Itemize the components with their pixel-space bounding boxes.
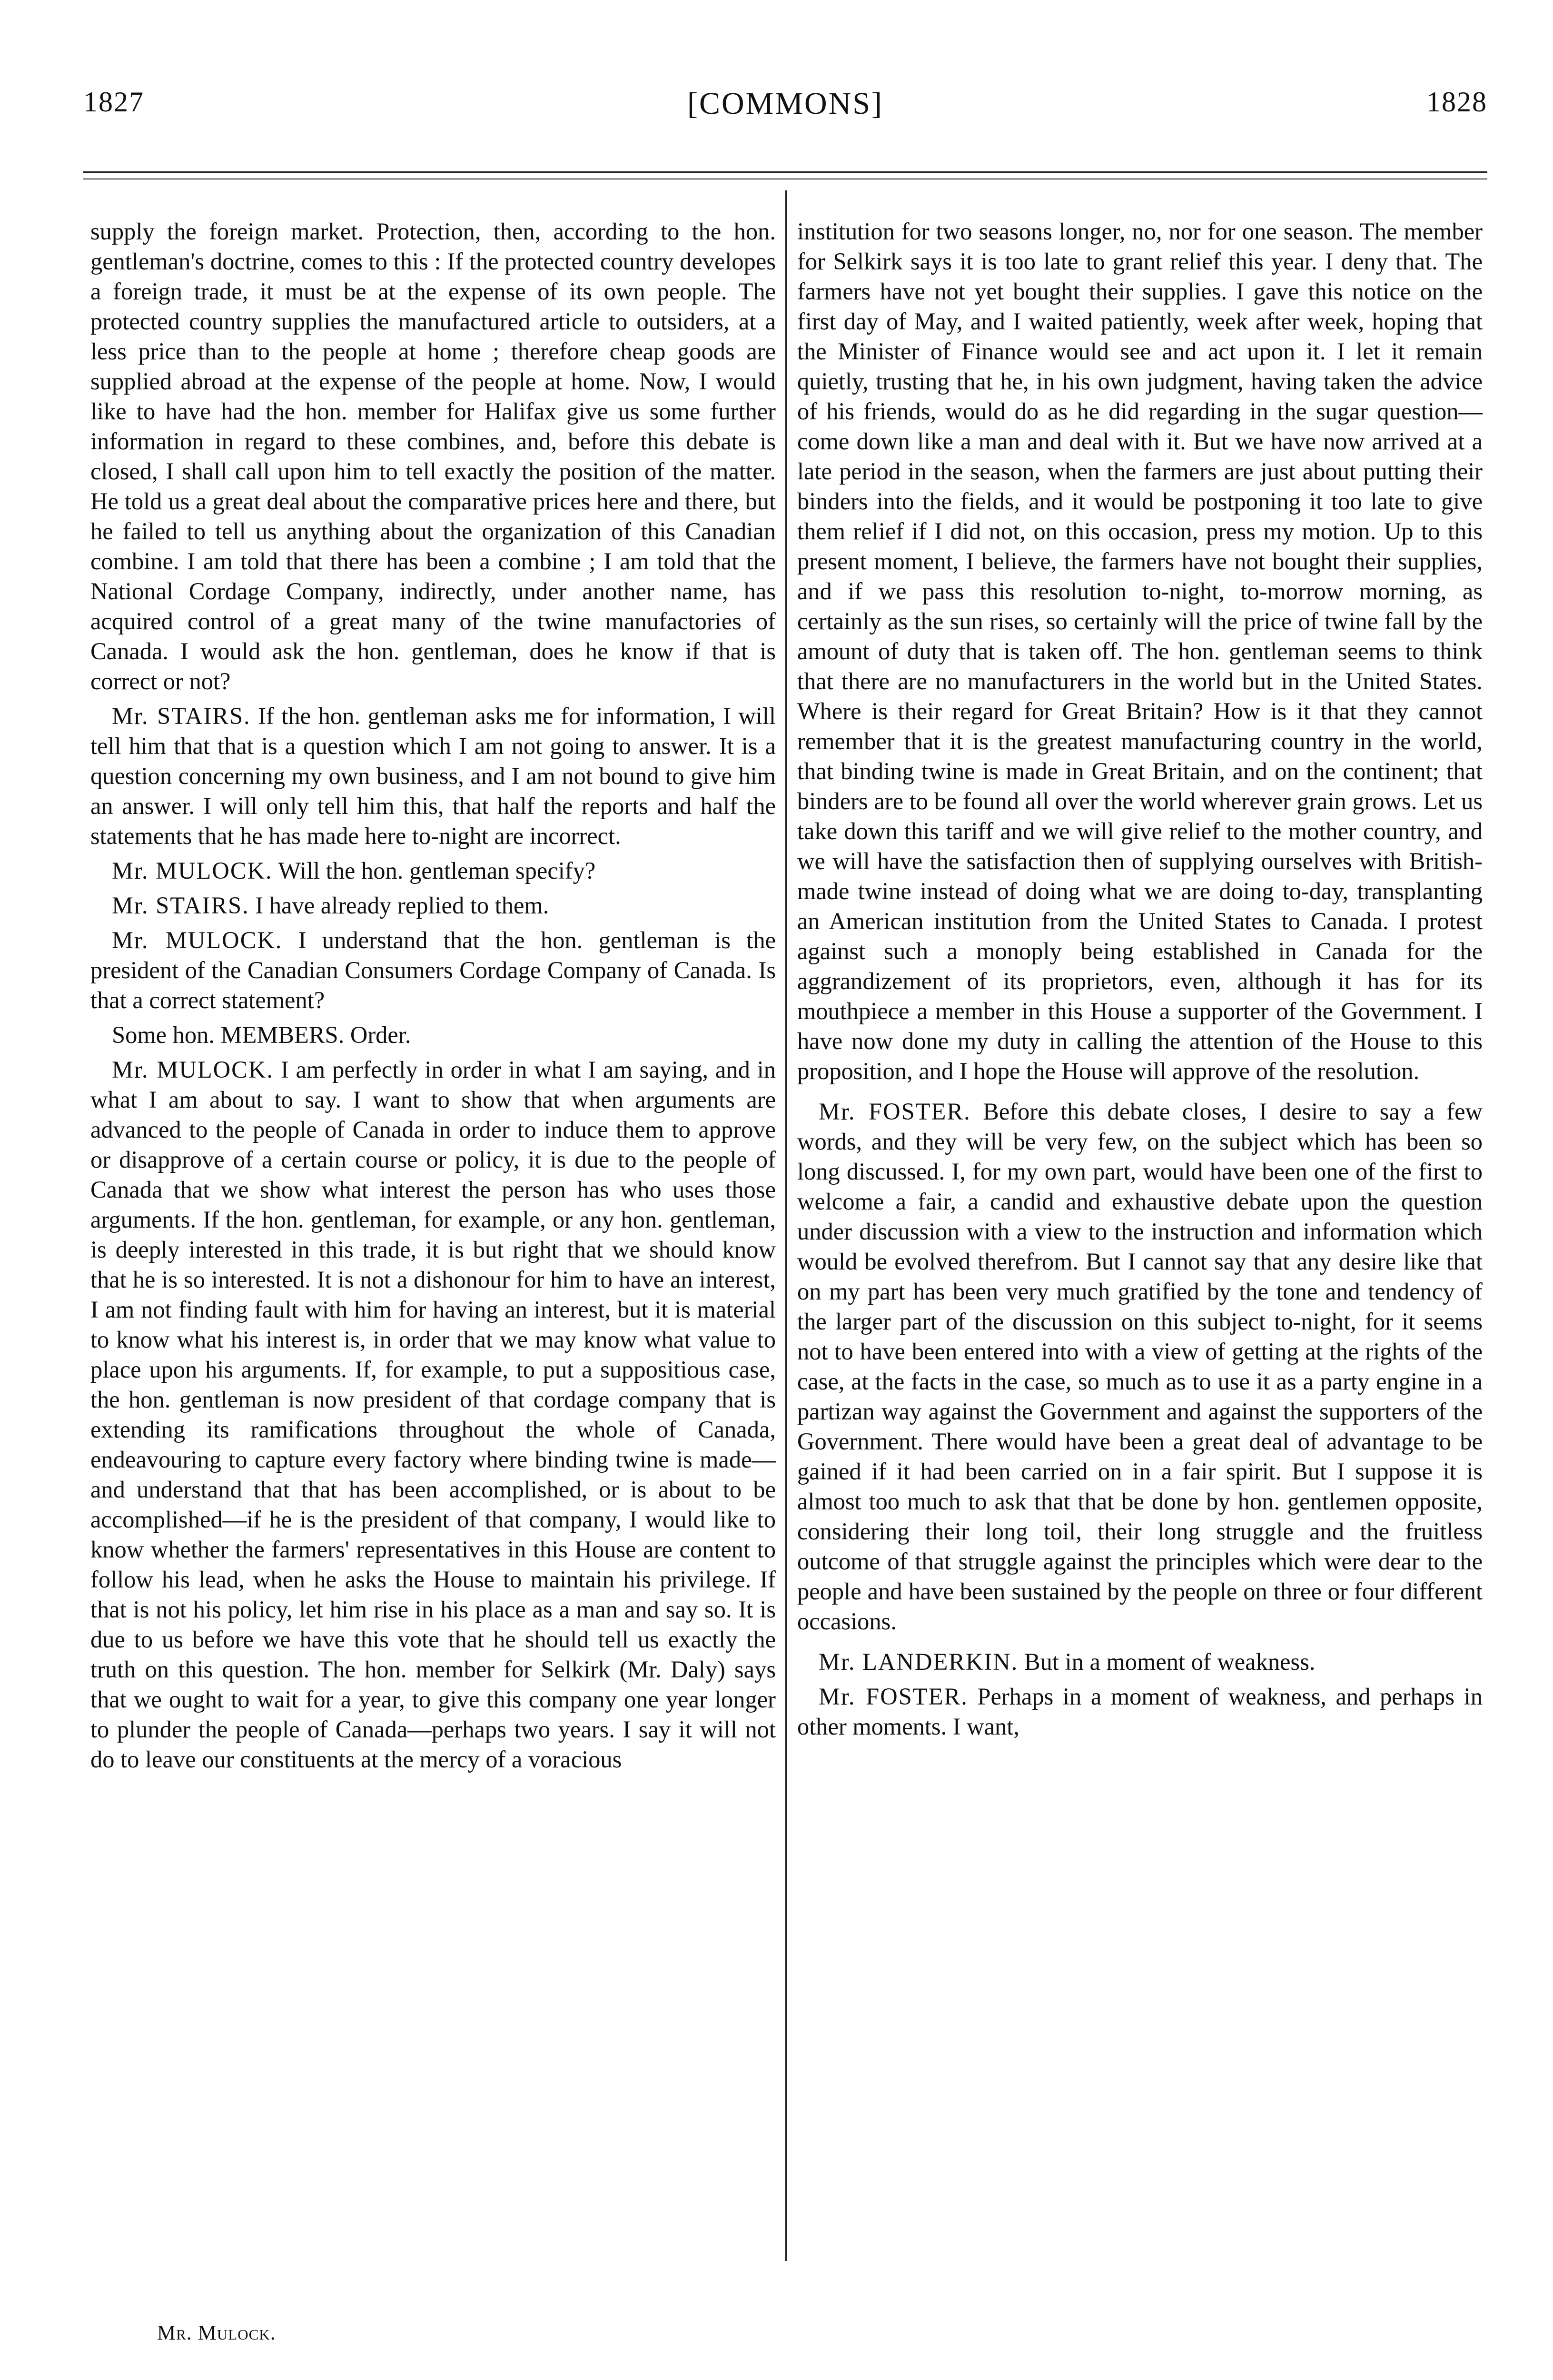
speaker-name: Mr. MULOCK.	[112, 927, 283, 953]
speaker-name: Mr. MULOCK.	[112, 1056, 274, 1083]
page-header	[83, 86, 1487, 143]
paragraph-text: I am perfectly in order in what I am saying, and in what I am about to say. I want to show that when arguments are advanced to the people of Canada in order to induce them to approve or disapprove of a certain course or policy, it is due to the people of Canada that we show what interest the person has who uses those arguments. If the hon. gentleman, for example, or any hon. gentleman, is deeply interested in this trade, it is but right that we should know that he is so interested. It is not a dishonour for him to have an interest, I am not finding fault with him for having an interest, but it is material to know what his interest is, in order that we may know what value to place upon his arguments. If, for example, to put a suppositious case, the hon. gentleman is now president of that cordage company that is extending its ramifications throughout the whole of Canada, endeavouring to capture every factory where binding twine is made—and understand that that has been accomplished, or is about to be accomplished—if he is the president of that company, I would like to know whether the farmers' representatives in this House are content to follow his lead, when he asks the House to maintain his privilege. If that is not his policy, let him rise in his place as a man and say so. It is due to us before we have this vote that he should tell us exactly the truth on this question. The hon. member for Selkirk (Mr. Daly) says that we ought to wait for a year, to give this company one year longer to plunder the people of Canada—perhaps two years. I say it will not do to leave our constituents at the mercy of a voracious	[90, 1056, 776, 1773]
left-column	[90, 217, 776, 1779]
paragraph	[797, 1097, 1483, 1636]
speaker-name: Mr. LANDERKIN.	[819, 1648, 1019, 1675]
paragraph-text: I understand that the hon. gentleman is the president of the Canadian Consumers Cordage Company of Canada. Is that a correct statement?	[90, 927, 776, 1013]
speaker-name: Mr. MULOCK.	[112, 857, 273, 884]
paragraph-text: institution for two seasons longer, no, nor for one season. The member for Selkirk says it is too late to grant relief this year. I deny that. The farmers have not yet bought their supplies. I gave this notice on the first day of May, and I waited patiently, week after week, hoping that the Minister of Finance would see and act upon it. I let it remain quietly, trusting that he, in his own judgment, having taken the advice of his friends, would do as he did regarding in the sugar question—come down like a man and deal with it. But we have now arrived at a late period in the season, when the farmers are just about putting their binders into the fields, and it would be postponing it too late to give them relief if I did not, on this occasion, press my motion. Up to this present moment, I believe, the farmers have not bought their supplies, and if we pass this resolution to-night, to-morrow morning, as certainly as the sun rises, so certainly will the price of twine fall by the amount of duty that is taken off. The hon. gentleman seems to think that there are no manufacturers in the world but in the United States. Where is their regard for Great Britain? How is it that they cannot remember that it is the greatest manufacturing country in the world, that binding twine is made in Great Britain, and on the continent; that binders are to be found all over the world wherever grain grows. Let us take down this tariff and we will give relief to the mother country, and we will have the satisfaction then of supplying ourselves with British-made twine instead of doing what we are doing to-day, transplanting an American institution from the United States to Canada. I protest against such a monoply being established in Canada for the aggrandizement of its proprietors, even, although it has for its mouthpiece a member in this House a supporter of the Government. I have now done my duty in calling the attention of the House to this proposition, and I hope the House will approve of the resolution.	[797, 218, 1483, 1084]
paragraph	[797, 1682, 1483, 1742]
paragraph-text: Perhaps in a moment of weakness, and perhaps in other moments. I want,	[797, 1683, 1483, 1740]
speaker-name: Mr. FOSTER.	[819, 1098, 971, 1125]
paragraph-text: I have already replied to them.	[255, 892, 549, 919]
column-divider	[785, 190, 787, 2261]
left-page-number: 1827	[83, 86, 144, 118]
paragraph	[90, 856, 776, 886]
catchword: Mr. Mulock.	[157, 2321, 276, 2344]
speaker-name: Mr. FOSTER.	[819, 1683, 968, 1710]
header-rule-thick	[83, 171, 1487, 173]
paragraph	[90, 1020, 776, 1050]
right-column	[797, 217, 1483, 1746]
speaker-name: Mr. STAIRS.	[112, 703, 251, 729]
right-page-number: 1828	[1426, 86, 1487, 118]
paragraph	[90, 701, 776, 851]
page-title: [COMMONS]	[687, 86, 884, 121]
paragraph-text: supply the foreign market. Protection, then, according to the hon. gentleman's doctrine, comes to this : If the protected country developes a foreign trade, it must be at the expense of its own people. The protected country supplies the manufactured article to outsiders, at a less price than to the people at home ; therefore cheap goods are supplied abroad at the expense of the people at home. Now, I would like to have had the hon. member for Halifax give us some further information in regard to these combines, and, before this debate is closed, I shall call upon him to tell exactly the position of the matter. He told us a great deal about the comparative prices here and there, but he failed to tell us anything about the organization of this Canadian combine. I am told that there has been a combine ; I am told that the National Cordage Company, indirectly, under another name, has acquired control of a great many of the twine manufactories of Canada. I would ask the hon. gentleman, does he know if that is correct or not?	[90, 218, 776, 694]
paragraph	[90, 217, 776, 696]
speaker-name: Some hon. MEMBERS.	[112, 1021, 345, 1048]
paragraph-text: If the hon. gentleman asks me for information, I will tell him that that is a question which I am not going to answer. It is a question concerning my own business, and I am not bound to give him an answer. I will only tell him this, that half the reports and half the statements that he has made here to-night are incorrect.	[90, 703, 776, 849]
paragraph	[90, 891, 776, 921]
paragraph	[90, 925, 776, 1015]
paragraph	[797, 1647, 1483, 1677]
paragraph-text: Will the hon. gentleman specify?	[278, 857, 596, 884]
header-rule-thin	[83, 178, 1487, 179]
paragraph	[797, 217, 1483, 1086]
paragraph-text: Before this debate closes, I desire to say a few words, and they will be very few, on the subject which has been so long discussed. I, for my own part, would have been one of the first to welcome a fair, a candid and exhaustive debate upon the question under discussion with a view to the instruction and information which would be evolved therefrom. But I cannot say that any desire like that on my part has been very much gratified by the tone and tendency of the larger part of the discussion on this subject to-night, for it seems not to have been entered into with a view of getting at the rights of the case, at the facts in the case, so much as to use it as a party engine in a partizan way against the Government and against the supporters of the Government. There would have been a great deal of advantage to be gained if it had been carried on in a fair spirit. But I suppose it is almost too much to ask that that be done by hon. gentlemen opposite, considering their long toil, their long struggle and the fruitless outcome of that struggle against the principles which were dear to the people and have been sustained by the people on three or four different occasions.	[797, 1098, 1483, 1635]
paragraph-text: Order.	[350, 1021, 411, 1048]
paragraph	[90, 1055, 776, 1775]
paragraph-text: But in a moment of weakness.	[1024, 1648, 1316, 1675]
speaker-name: Mr. STAIRS.	[112, 892, 249, 919]
